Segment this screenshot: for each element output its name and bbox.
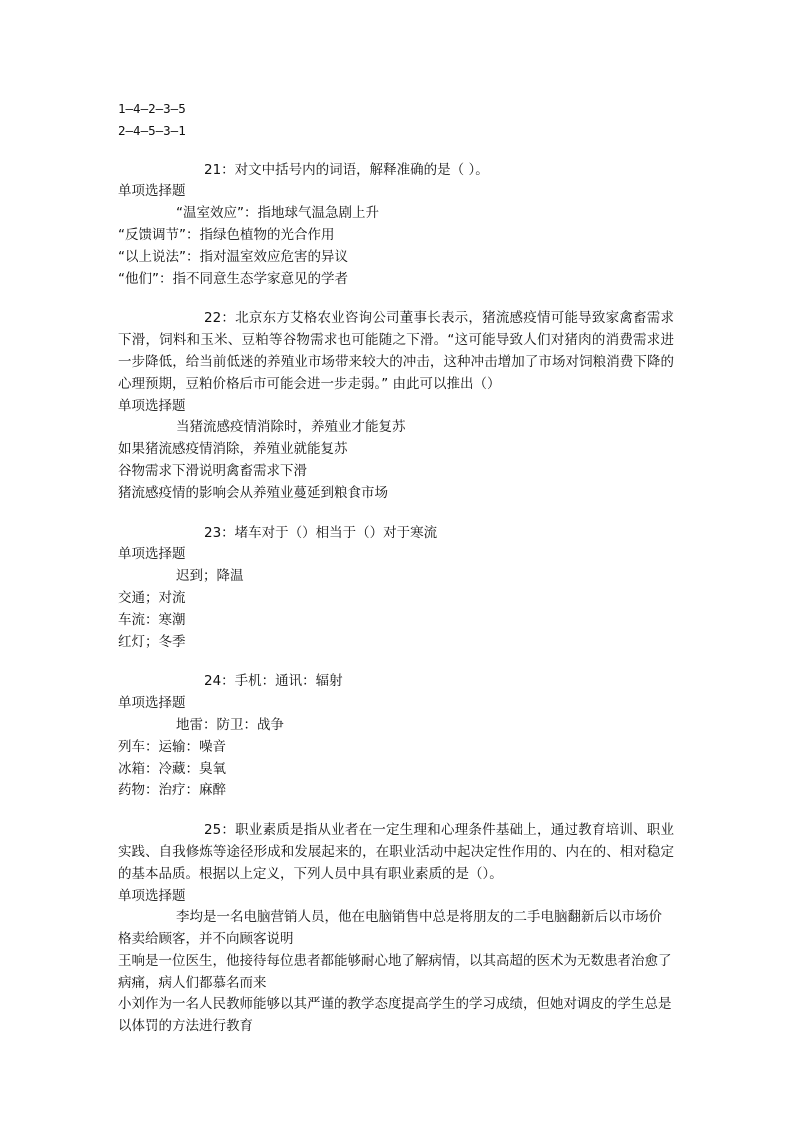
option-b: 如果猪流感疫情消除，养殖业就能复苏 xyxy=(118,441,348,458)
option-a: 地雷：防卫：战争 xyxy=(176,716,284,733)
option-c: 小刘作为一名人民教师能够以其严谨的教学态度提高学生的学习成绩，但她对调皮的学生总是以体罚的方法进行教育 xyxy=(118,996,672,1035)
question-type: 单项选择题 xyxy=(118,397,186,414)
option-c: 车流：寒潮 xyxy=(118,611,186,628)
option-d: 红灯；冬季 xyxy=(118,633,186,650)
option-c: 冰箱：冷藏：臭氧 xyxy=(118,760,226,777)
option-a: 当猪流感疫情消除时，养殖业才能复苏 xyxy=(176,419,406,436)
option-c: 谷物需求下滑说明禽畜需求下滑 xyxy=(118,462,307,479)
question-stem-22: 22：北京东方艾格农业咨询公司董事长表示，猪流感疫情可能导致家禽畜需求下滑，饲料和玉米、豆粕等谷物需求也可能随之下滑。“这可能导致人们对猪肉的消费需求进一步降低，给当前低迷的养殖业市场带来较大的冲击，这种冲击增加了市场对饲粮消费下降的心理预期，豆粕价格后市可能会进一步走弱。” 由此可以推出（） xyxy=(118,310,674,392)
option-a: “温室效应”：指地球气温急剧上升 xyxy=(176,205,379,222)
document-page xyxy=(118,98,674,1038)
option-b: “反馈调节”：指绿色植物的光合作用 xyxy=(118,226,335,243)
option-d: 药物：治疗：麻醉 xyxy=(118,782,226,799)
question-type: 单项选择题 xyxy=(118,183,186,200)
option-b: 交通；对流 xyxy=(118,589,186,606)
question-stem-21: 21：对文中括号内的词语，解释准确的是（ ）。 xyxy=(204,161,489,178)
sequence-option: 1—4—2—3—5 xyxy=(118,101,186,116)
question-type: 单项选择题 xyxy=(118,887,186,904)
question-stem-24: 24：手机：通讯：辐射 xyxy=(204,673,343,690)
option-b: 王响是一位医生，他接待每位患者都能够耐心地了解病情，以其高超的医术为无数患者治愈了病痛，病人们都慕名而来 xyxy=(118,952,672,991)
option-b: 列车：运输：噪音 xyxy=(118,738,226,755)
option-a: 李均是一名电脑营销人员，他在电脑销售中总是将朋友的二手电脑翻新后以市场价格卖给顾客，并不向顾客说明 xyxy=(118,909,662,948)
sequence-option: 2—4—5—3—1 xyxy=(118,122,186,138)
option-c: “以上说法”：指对温室效应危害的异议 xyxy=(118,248,348,265)
option-d: 猪流感疫情的影响会从养殖业蔓延到粮食市场 xyxy=(118,484,388,501)
question-stem-23: 23：堵车对于（）相当于（）对于寒流 xyxy=(204,524,438,541)
question-type: 单项选择题 xyxy=(118,546,186,563)
question-stem-25: 25：职业素质是指从业者在一定生理和心理条件基础上，通过教育培训、职业实践、自我修炼等途径形成和发展起来的，在职业活动中起决定性作用的、内在的、相对稳定的基本品质。根据以上定义，下列人员中具有职业素质的是（）。 xyxy=(118,822,674,882)
question-type: 单项选择题 xyxy=(118,695,186,712)
option-d: “他们”：指不同意生态学家意见的学者 xyxy=(118,270,348,287)
option-a: 迟到；降温 xyxy=(176,568,244,585)
